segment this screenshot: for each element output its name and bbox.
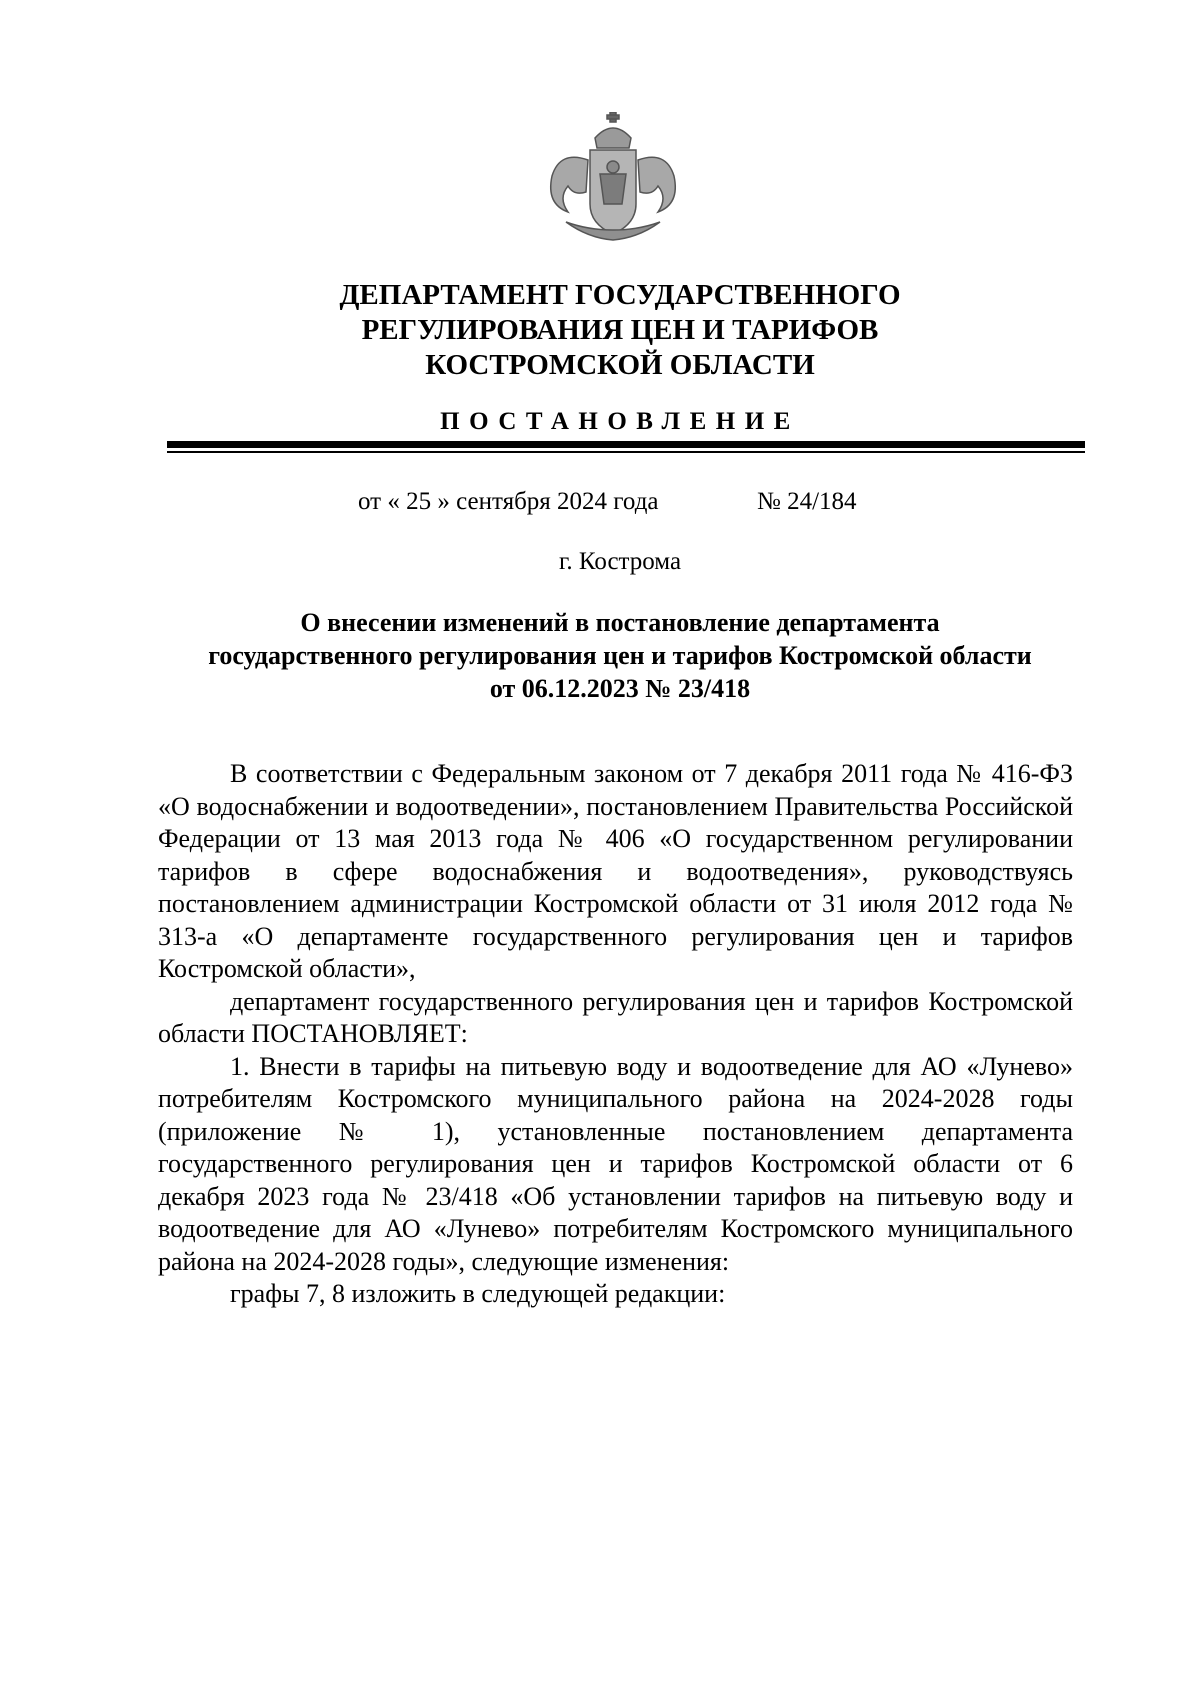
department-heading bbox=[200, 278, 1040, 383]
body-paragraph-preamble: В соответствии с Федеральным законом от 7 декабря 2011 года № 416-ФЗ «О водоснабжении и водоотведении», постановлением Правительства Российской Федерации от 13 мая 2013 года № 406 «О государственном регулировании тарифов в сфере водоснабжения и водоотведения», руководствуясь постановлением администрации Костромской области от 31 июля 2012 года № 313-а «О департаменте государственного регулирования цен и тарифов Костромской области», bbox=[158, 759, 1073, 983]
header-divider-thin bbox=[167, 451, 1085, 453]
document-city: г. Кострома bbox=[558, 548, 682, 575]
document-number: № 24/184 bbox=[757, 488, 857, 515]
subject-line-3: от 06.12.2023 № 23/418 bbox=[489, 674, 751, 703]
document-body bbox=[158, 758, 1073, 1311]
coat-of-arms-emblem bbox=[538, 112, 688, 244]
subject-line-2: государственного регулирования цен и тарифов Костромской области bbox=[208, 641, 1032, 670]
subject-line-1: О внесении изменений в постановление департамента bbox=[300, 608, 940, 637]
body-paragraph-item-1: 1. Внести в тарифы на питьевую воду и водоотведение для АО «Лунево» потребителям Костромского муниципального района на 2024-2028 годы (приложение № 1), установленные постановлением департамента государственного регулирования цен и тарифов Костромской области от 6 декабря 2023 года № 23/418 «Об установлении тарифов на питьевую воду и водоотведение для АО «Лунево» потребителям Костромского муниципального района на 2024-2028 годы», следующие изменения: bbox=[158, 1051, 1073, 1276]
department-line-2: РЕГУЛИРОВАНИЯ ЦЕН И ТАРИФОВ bbox=[361, 314, 879, 346]
department-line-1: ДЕПАРТАМЕНТ ГОСУДАРСТВЕННОГО bbox=[339, 279, 901, 311]
document-subject bbox=[150, 606, 1090, 705]
document-type-title: ПОСТАНОВЛЕНИЕ bbox=[440, 408, 800, 435]
header-divider-thick bbox=[167, 441, 1085, 448]
body-paragraph-resolves: департамент государственного регулирования цен и тарифов Костромской области ПОСТАНОВЛЯЕТ: bbox=[158, 986, 1073, 1048]
department-line-3: КОСТРОМСКОЙ ОБЛАСТИ bbox=[425, 349, 815, 381]
body-paragraph-columns: графы 7, 8 изложить в следующей редакции: bbox=[230, 1279, 726, 1308]
document-date: от « 25 » сентября 2024 года bbox=[358, 488, 659, 515]
